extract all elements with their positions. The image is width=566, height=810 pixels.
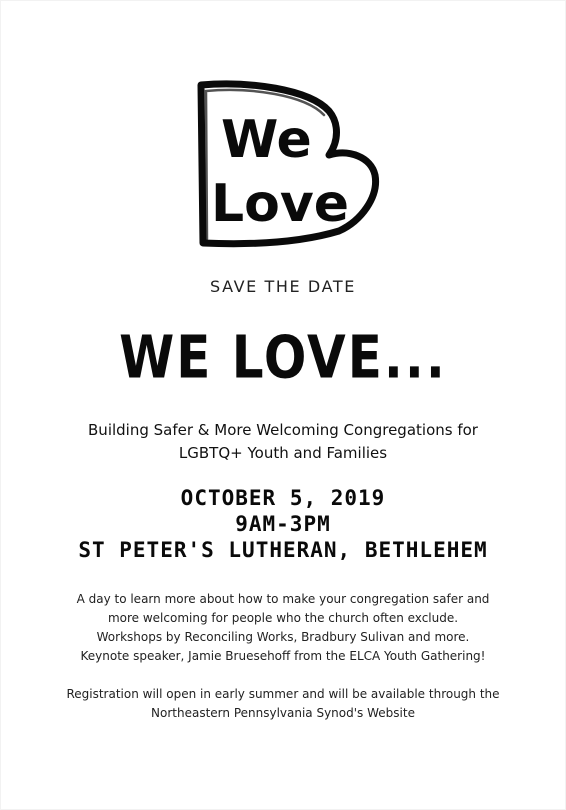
- subtitle-line-2: LGBTQ+ Youth and Families: [178, 444, 388, 462]
- description: [21, 590, 545, 666]
- registration-line: Registration will open in early summer and will be available through the: [66, 687, 500, 701]
- save-the-date-label: SAVE THE DATE: [210, 277, 356, 296]
- heart-outline-icon: [189, 71, 389, 256]
- registration-line: Northeastern Pennsylvania Synod's Website: [151, 706, 415, 720]
- description-line: Workshops by Reconciling Works, Bradbury Sulivan and more.: [96, 630, 470, 644]
- description-line: Keynote speaker, Jamie Bruesehoff from the ELCA Youth Gathering!: [80, 649, 486, 663]
- event-location: ST PETER'S LUTHERAN, BETHLEHEM: [78, 538, 488, 562]
- logo-line-2: Love: [211, 174, 350, 234]
- registration-note: [21, 685, 545, 723]
- event-date: OCTOBER 5, 2019: [180, 486, 386, 510]
- event-time: 9AM-3PM: [235, 512, 331, 536]
- event-details: [1, 485, 565, 563]
- description-line: A day to learn more about how to make your congregation safer and: [76, 592, 490, 606]
- headline: WE LOVE...: [119, 323, 447, 392]
- description-line: more welcoming for people who the church often exclude.: [107, 611, 459, 625]
- subtitle: [21, 419, 545, 465]
- we-love-logo: [189, 71, 389, 256]
- subtitle-line-1: Building Safer & More Welcoming Congregations for: [88, 421, 478, 439]
- logo-line-1: We: [221, 110, 312, 170]
